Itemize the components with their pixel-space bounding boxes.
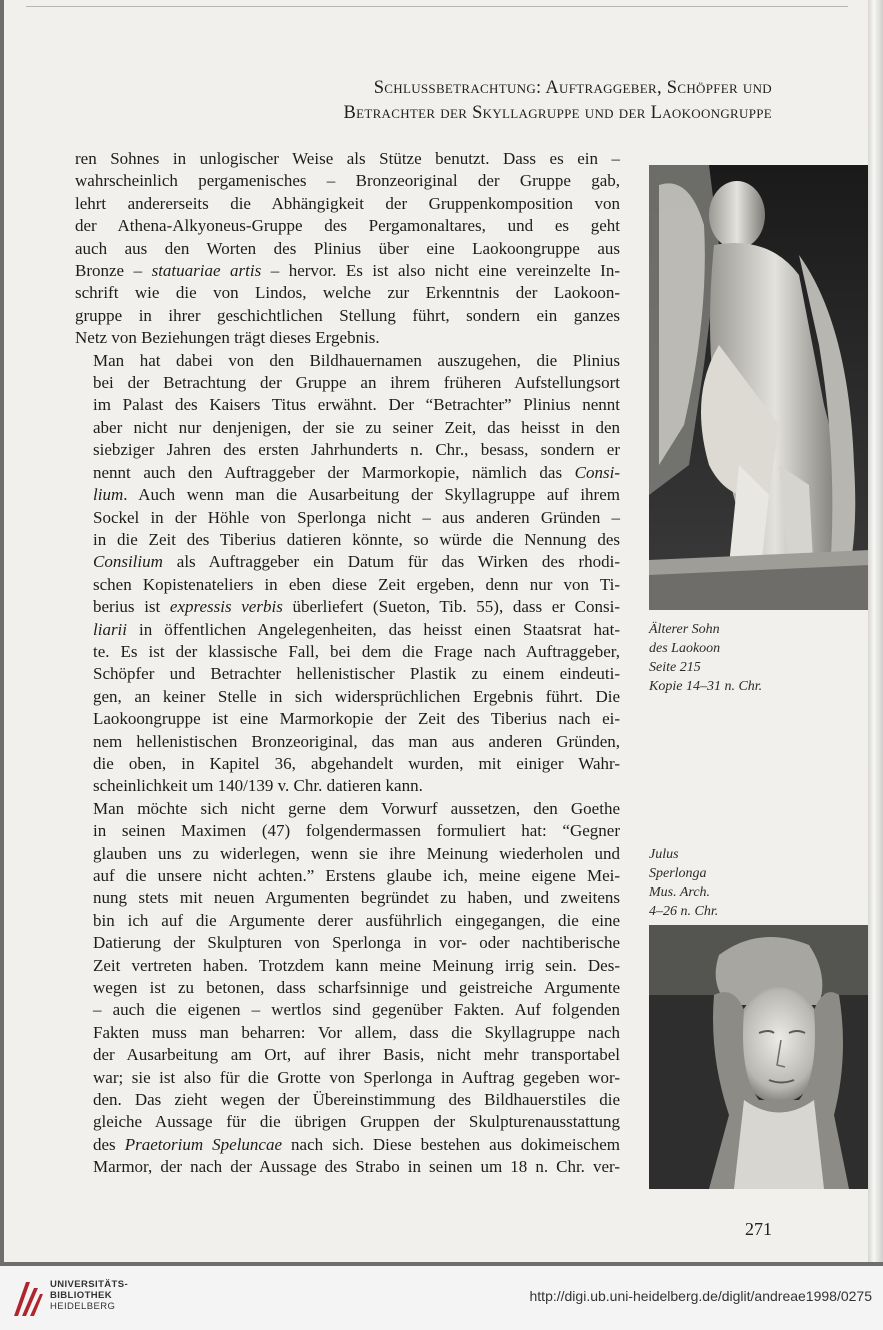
text-line: liarii in öffentlichen Angelegenheiten, das heisst einen Staatsrat hat- — [93, 619, 620, 639]
text-line: Consilium als Auftraggeber ein Datum für das Wirken des rhodi- — [93, 552, 620, 572]
text-line: aber nicht nur denjenigen, der sie zu seiner Zeit, das heisst in den — [93, 417, 620, 437]
page-top-rule — [26, 6, 848, 7]
source-url-link[interactable]: http://digi.ub.uni-heidelberg.de/diglit/andreae1998/0275 — [529, 1288, 872, 1304]
text-line: der Athena-Alkyoneus-Gruppe des Pergamonaltares, und es geht — [75, 216, 620, 236]
text-line: gen, an keiner Stelle in sich widersprüchlichen Ergebnis führt. Die — [93, 686, 620, 706]
text-line: auch aus den Worten des Plinius über eine Laokoongruppe aus — [75, 238, 620, 258]
figure-laokoon-son-photo — [649, 165, 870, 610]
running-head-line-2: Betrachter der Skyllagruppe und der Laokoongruppe — [343, 103, 772, 123]
paragraph-1 — [75, 148, 620, 350]
logo-text-line: BIBLIOTHEK — [50, 1290, 113, 1301]
text-line: die oben, in Kapitel 36, abgehandelt wurden, mit einiger Wahr- — [93, 753, 620, 773]
text-line: in die Zeit des Tiberius datieren könnte, so würde die Nennung des — [93, 529, 620, 549]
paragraph-3 — [75, 798, 620, 1179]
caption-line: Älterer Sohn — [649, 622, 720, 637]
text-line: schen Kopistenateliers in eben diese Zeit ergeben, denn nur von Ti- — [93, 574, 620, 594]
text-line: ren Sohnes in unlogischer Weise als Stütze benutzt. Dass es ein – — [75, 149, 620, 168]
text-line: gleiche Aussage für die übrigen Gruppen der Skulpturenausstattung — [93, 1112, 620, 1132]
caption-line: Julus — [649, 847, 679, 862]
text-line: gruppe in ihrer geschichtlichen Stellung führt, sondern ein ganzes — [75, 305, 620, 325]
caption-figure-2 — [649, 845, 859, 921]
text-line: Datierung der Skulpturen von Sperlonga in vor- oder nachtiberische — [93, 933, 620, 953]
caption-line: Seite 215 — [649, 660, 701, 675]
text-line: wegen ist zu betonen, dass scharfsinnige und geistreiche Argumente — [93, 978, 620, 998]
caption-line: Mus. Arch. — [649, 885, 711, 900]
text-line: berius ist expressis verbis überliefert (Sueton, Tib. 55), dass er Consi- — [93, 597, 620, 617]
italic-term: expressis verbis — [169, 597, 283, 617]
text-line: bin ich auf die Argumente derer ausführlich eingegangen, die eine — [93, 910, 620, 930]
italic-term: liarii — [93, 619, 128, 639]
text-line: Man möchte sich nicht gerne dem Vorwurf aussetzen, den Goethe — [93, 798, 620, 818]
text-line: nung stets mit neuen Argumenten begründet zu haben, und zweitens — [93, 888, 620, 908]
caption-line: Sperlonga — [649, 866, 707, 881]
text-line: Laokoongruppe ist eine Marmorkopie der Zeit des Tiberius nach ei- — [93, 709, 620, 729]
book-page — [4, 0, 868, 1262]
university-library-logo-text — [50, 1279, 128, 1312]
body-text — [75, 148, 620, 1179]
text-line: im Palast des Kaisers Titus erwähnt. Der “Betrachter” Plinius nennt — [93, 395, 620, 415]
logo-text-line: UNIVERSITÄTS- — [50, 1279, 129, 1290]
logo-text-line: HEIDELBERG — [50, 1301, 116, 1312]
running-head — [52, 76, 772, 126]
text-line: Fakten muss man beharren: Vor allem, dass die Skyllagruppe nach — [93, 1022, 620, 1042]
caption-line: Kopie 14–31 n. Chr. — [649, 679, 763, 694]
italic-term: lium — [93, 485, 124, 505]
text-line: te. Es ist der klassische Fall, bei dem die Frage nach Auftraggeber, — [93, 641, 620, 661]
italic-term: statuariae artis — [151, 261, 262, 281]
text-line: schrift wie die von Lindos, welche zur Erkenntnis der Laokoon- — [75, 283, 620, 303]
italic-term: Consilium — [93, 552, 163, 572]
text-line: lium. Auch wenn man die Ausarbeitung der Skyllagruppe auf ihrem — [93, 485, 620, 505]
running-head-line-1: Schlussbetrachtung: Auftraggeber, Schöpfer und — [373, 78, 772, 98]
text-line: den. Das zieht wegen der Übereinstimmung des Bildhauerstiles die — [93, 1090, 620, 1110]
text-line: siebziger Jahren des ersten Jahrhunderts n. Chr., besass, sondern er — [93, 440, 620, 460]
text-line: – auch die eigenen – wertlos sind gegenüber Fakten. Auf folgenden — [93, 1000, 620, 1020]
bust-photo-image — [649, 925, 872, 1189]
page-number: 271 — [745, 1219, 772, 1239]
caption-line: 4–26 n. Chr. — [649, 904, 719, 919]
text-line: Bronze – statuariae artis – hervor. Es ist also nicht eine vereinzelte In- — [75, 261, 621, 281]
text-line: scheinlichkeit um 140/139 v. Chr. datieren kann. — [93, 776, 423, 796]
caption-line: des Laokoon — [649, 641, 721, 656]
text-line: Zeit vertreten haben. Trotzdem kann meine Meinung irrig sein. Des- — [93, 955, 620, 975]
figure-julus-bust-photo — [649, 925, 872, 1189]
university-library-logo-icon[interactable] — [10, 1276, 44, 1320]
text-line: des Praetorium Speluncae nach sich. Diese bestehen aus dokimeischem — [93, 1134, 620, 1154]
caption-figure-1 — [649, 620, 859, 696]
text-line: Man hat dabei von den Bildhauernamen auszugehen, die Plinius — [93, 350, 620, 370]
text-line: der Ausarbeitung am Ort, auf ihrer Basis, nicht mehr transportabel — [93, 1045, 620, 1065]
text-line: war; sie ist also für die Grotte von Sperlonga in Auftrag gegeben wor- — [93, 1067, 620, 1087]
text-line: glauben uns zu widerlegen, wenn sie ihre Meinung wiederholen und — [93, 843, 620, 863]
page-edge — [868, 0, 883, 1262]
text-line: Netz von Beziehungen trägt dieses Ergebnis. — [75, 328, 380, 348]
text-line: lehrt andererseits die Abhängigkeit der Gruppenkomposition von — [75, 193, 620, 213]
text-line: Schöpfer und Betrachter hellenistischer Plastik zu einem eindeuti- — [93, 664, 620, 684]
text-line: auf die unsere nicht achten.” Erstens glaube ich, meine eigene Mei- — [93, 866, 620, 885]
statue-photo-image — [649, 165, 870, 610]
text-line: Sockel in der Höhle von Sperlonga nicht – aus anderen Gründen – — [93, 507, 620, 527]
text-line: nem hellenistischen Bronzeoriginal, das man aus anderen Gründen, — [93, 731, 620, 751]
footer-bar — [0, 1266, 883, 1330]
italic-term: Consi- — [574, 462, 620, 482]
text-line: wahrscheinlich pergamenisches – Bronzeoriginal der Gruppe gab, — [75, 171, 620, 191]
paragraph-2 — [75, 350, 620, 798]
text-line: Marmor, der nach der Aussage des Strabo in seinen um 18 n. Chr. ver- — [93, 1157, 620, 1177]
text-line: in seinen Maximen (47) folgendermassen formuliert hat: “Gegner — [93, 821, 620, 841]
text-line: bei der Betrachtung der Gruppe an ihrem früheren Aufstellungsort — [93, 373, 620, 393]
text-line: nennt auch den Auftraggeber der Marmorkopie, nämlich das Consi- — [93, 462, 620, 482]
italic-term: Praetorium Speluncae — [124, 1134, 283, 1154]
